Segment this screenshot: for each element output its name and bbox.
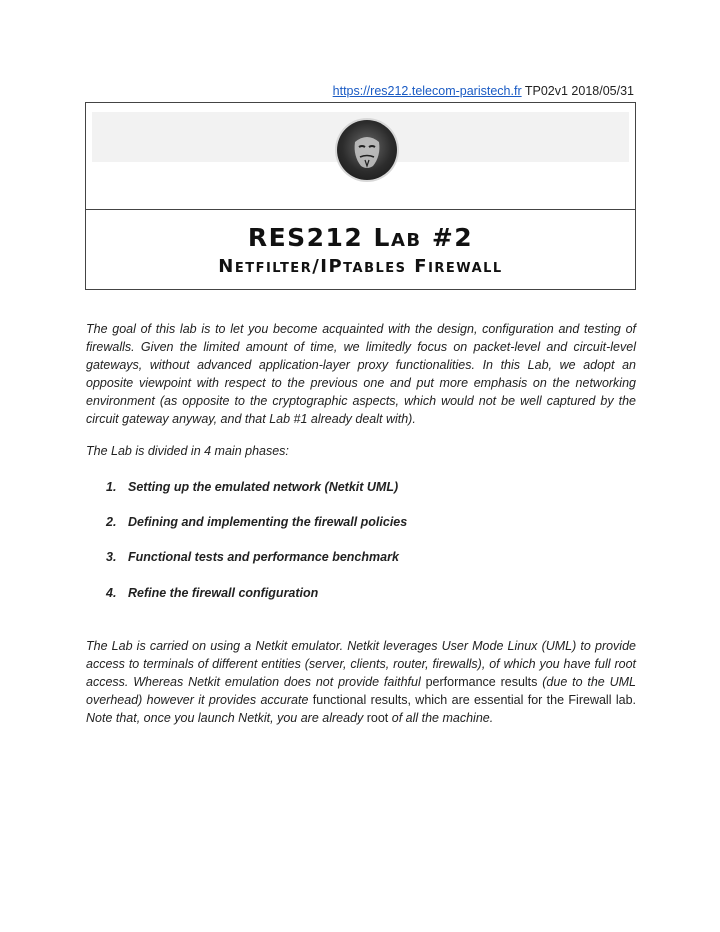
anonymous-mask-logo-icon (337, 120, 397, 180)
phase-label: Setting up the emulated network (Netkit UML) (128, 480, 399, 494)
netkit-text-7: of all the machine. (391, 711, 494, 726)
document-header (333, 84, 634, 98)
netkit-text-5: Note that, once you launch Netkit, you are already (86, 711, 364, 726)
phase-item-1 (106, 480, 398, 494)
phase-label: Functional tests and performance benchmark (128, 550, 399, 564)
phase-label: Refine the firewall configuration (128, 586, 319, 600)
phase-label: Defining and implementing the firewall policies (128, 515, 408, 529)
document-subtitle: Netfilter/IPtables Firewall (218, 256, 503, 277)
phase-item-4 (106, 586, 318, 600)
title-box (85, 102, 636, 290)
phase-item-2 (106, 515, 407, 529)
document-title: RES212 Lab #2 (247, 223, 474, 252)
phase-number: 1. (106, 480, 117, 494)
phase-number: 2. (106, 515, 117, 529)
netkit-text-6: root (363, 711, 392, 726)
intro-paragraph: The goal of this lab is to let you become acquainted with the design, configuration and testing of firewalls. Given the limited amount of time, we limitedly focus on packet-level and circuit-level gateways, without advanced application-layer proxy functionalities. In this Lab, we adopt an opposite viewpoint with respect to the previous one and put more emphasis on the networking environment (as opposite to the cryptographic aspects, which would not be well captured by the circuit gateway anyway, and that Lab #1 already dealt with). (86, 322, 636, 427)
version-date: TP02v1 2018/05/31 (524, 84, 634, 98)
netkit-text-1: The Lab is carried on using a Netkit emulator. Netkit leverages User Mode Linux (UML) to provide access to terminals of different entities (server, clients, router, firewalls), of which you have full root access. Whereas Netkit emulation does not provide faithful (86, 639, 636, 690)
phase-number: 3. (106, 550, 117, 564)
phase-number: 4. (106, 586, 117, 600)
netkit-paragraph (86, 637, 636, 727)
title-cell (86, 210, 635, 289)
phase-item-3 (106, 550, 399, 564)
course-link[interactable]: https://res212.telecom-paristech.fr (332, 84, 522, 98)
phases-intro: The Lab is divided in 4 main phases: (86, 444, 289, 458)
netkit-text-3: (due to the UML overhead) however it provides accurate (86, 675, 636, 708)
netkit-text-4: functional results, which are essential for the Firewall lab. (308, 693, 636, 708)
netkit-text-2: performance results (420, 675, 543, 690)
banner-cell (86, 103, 635, 210)
